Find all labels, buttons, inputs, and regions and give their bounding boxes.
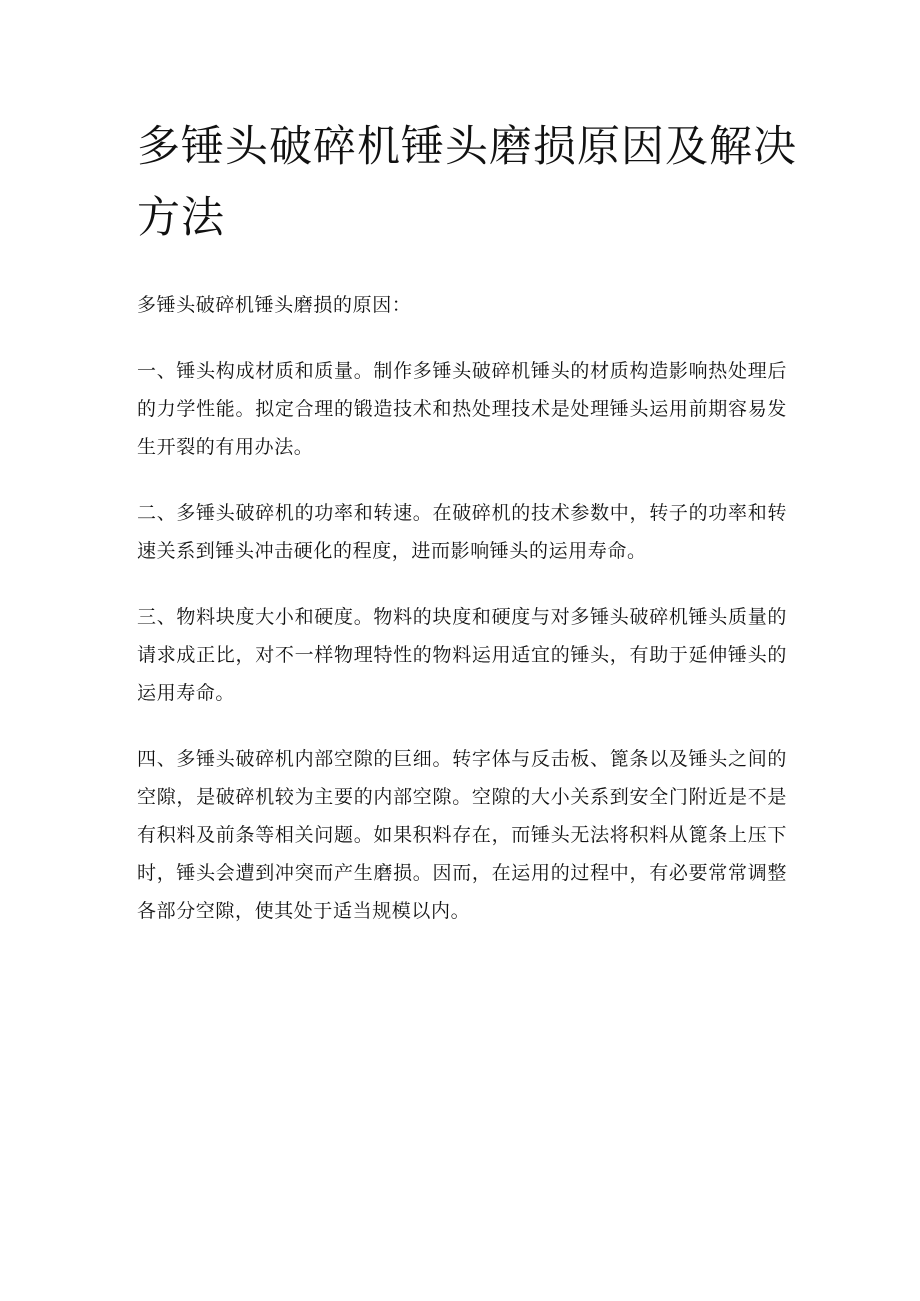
document-body — [137, 286, 787, 958]
paragraph-4: 四、多锤头破碎机内部空隙的巨细。转字体与反击板、篦条以及锤头之间的空隙，是破碎机较为主要的内部空隙。空隙的大小关系到安全门附近是不是有积料及前条等相关问题。如果积料存在，而锤头无法将积料从篦条上压下时，锤头会遭到冲突而产生磨损。因而，在运用的过程中，有必要常常调整各部分空隙，使其处于适当规模以内。 — [137, 748, 787, 922]
intro-paragraph: 多锤头破碎机锤头磨损的原因： — [137, 294, 412, 316]
paragraph-1: 一、锤头构成材质和质量。制作多锤头破碎机锤头的材质构造影响热处理后的力学性能。拟定合理的锻造技术和热处理技术是处理锤头运用前期容易发生开裂的有用办法。 — [137, 360, 787, 458]
paragraph-2: 二、多锤头破碎机的功率和转速。在破碎机的技术参数中，转子的功率和转速关系到锤头冲击硬化的程度，进而影响锤头的运用寿命。 — [137, 502, 787, 562]
document-title: 多锤头破碎机锤头磨损原因及解决方法 — [137, 122, 797, 243]
paragraph-3: 三、物料块度大小和硬度。物料的块度和硬度与对多锤头破碎机锤头质量的请求成正比，对不一样物理特性的物料运用适宜的锤头，有助于延伸锤头的运用寿命。 — [137, 606, 787, 704]
